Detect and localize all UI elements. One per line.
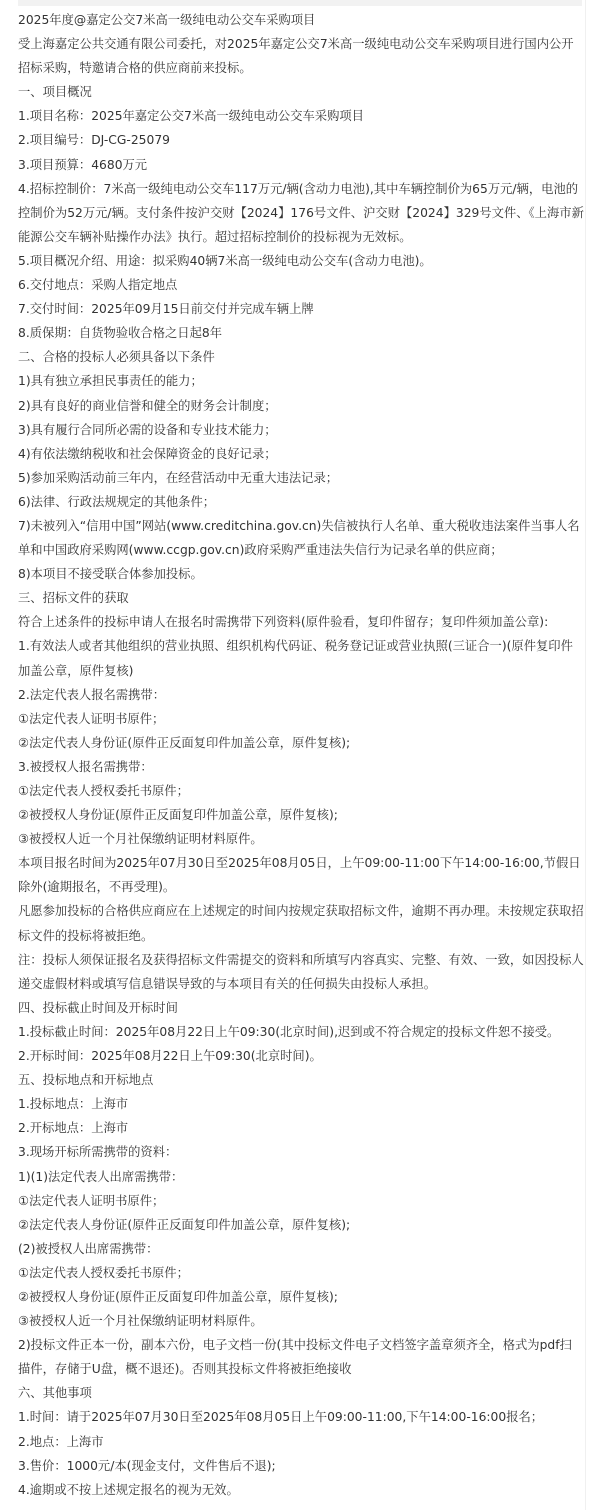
qualification-item: 6)法律、行政法规规定的其他条件； bbox=[18, 494, 216, 509]
other-price: 3.售价：1000元/本(现金支付，文件售后不退); bbox=[18, 1458, 276, 1473]
opening-location: 2.开标地点：上海市 bbox=[18, 1121, 129, 1136]
delivery-place: 6.交付地点：采购人指定地点 bbox=[18, 278, 178, 293]
requirement-item: ②法定代表人身份证(原件正反面复印件加盖公章，原件复核); bbox=[18, 735, 351, 750]
bid-copies: 2)投标文件正本一份，副本六份，电子文档一份(其中投标文件电子文档签字盖章须齐全，格式为pdf扫描件，存储于U盘，概不退还)。否则其投标文件将被拒绝接收 bbox=[18, 1338, 572, 1377]
onsite-item: ③被授权人近一个月社保缴纳证明材料原件。 bbox=[18, 1314, 263, 1329]
project-number: 2.项目编号：DJ-CG-25079 bbox=[18, 133, 170, 148]
qualification-item: 1)具有独立承担民事责任的能力； bbox=[18, 374, 203, 389]
liability-note: 注：投标人须保证报名及获得招标文件需提交的资料和所填写内容真实、完整、有效、一致，如因投标人递交虚假材料或填写信息错误导致的与本项目有关的任何损失由投标人承担。 bbox=[18, 952, 584, 991]
onsite-materials: 3.现场开标所需携带的资料： bbox=[18, 1145, 178, 1160]
section-heading-overview: 一、项目概况 bbox=[18, 85, 92, 100]
section-heading-location: 五、投标地点和开标地点 bbox=[18, 1073, 154, 1088]
bid-deadline: 1.投标截止时间：2025年08月22日上午09:30(北京时间),迟到或不符合规定的投标文件恕不接受。 bbox=[18, 1024, 560, 1039]
onsite-item: (2)被授权人出席需携带： bbox=[18, 1241, 159, 1256]
section-heading-deadline: 四、投标截止时间及开标时间 bbox=[18, 1000, 178, 1015]
requirement-item: ②被授权人身份证(原件正反面复印件加盖公章，原件复核); bbox=[18, 808, 338, 823]
delivery-time: 7.交付时间：2025年09月15日前交付并完成车辆上牌 bbox=[18, 302, 314, 317]
qualification-item: 7)未被列入“信用中国”网站(www.creditchina.gov.cn)失信被执行人名单、重大税收违法案件当事人名单和中国政府采购网(www.ccgp.gov.cn)政府采购严重违法失信行为记录名单的供应商； bbox=[18, 518, 580, 558]
opening-time: 2.开标时间：2025年08月22日上午09:30(北京时间)。 bbox=[18, 1049, 322, 1064]
qualification-item: 4)有依法缴纳税收和社会保障资金的良好记录； bbox=[18, 446, 277, 461]
onsite-item: ②被授权人身份证(原件正反面复印件加盖公章，原件复核); bbox=[18, 1289, 338, 1304]
project-budget: 3.项目预算：4680万元 bbox=[18, 157, 148, 172]
qualification-item: 3)具有履行合同所必需的设备和专业技术能力； bbox=[18, 422, 277, 437]
qualification-item: 5)参加采购活动前三年内，在经营活动中无重大违法记录； bbox=[18, 470, 339, 485]
intro-paragraph: 受上海嘉定公共交通有限公司委托，对2025年嘉定公交7米高一级纯电动公交车采购项目进行国内公开招标采购，特邀请合格的供应商前来投标。 bbox=[18, 37, 574, 76]
requirement-item: 1.有效法人或者其他组织的营业执照、组织机构代码证、税务登记证或营业执照(三证合一)(原件复印件加盖公章，原件复核) bbox=[18, 639, 573, 678]
section-heading-qualifications: 二、合格的投标人必须具备以下条件 bbox=[18, 350, 215, 365]
registration-time: 本项目报名时间为2025年07月30日至2025年08月05日，上午09:00-11:00下午14:00-16:00,节假日除外(逾期报名，不再受理)。 bbox=[18, 856, 581, 895]
other-location: 2.地点：上海市 bbox=[18, 1434, 104, 1449]
project-purpose: 5.项目概况介绍、用途：拟采购40辆7米高一级纯电动公交车(含动力电池)。 bbox=[18, 253, 432, 268]
right-divider bbox=[585, 0, 586, 1510]
section-heading-other: 六、其他事项 bbox=[18, 1386, 92, 1401]
requirement-item: 3.被授权人报名需携带： bbox=[18, 759, 153, 774]
onsite-item: ②法定代表人身份证(原件正反面复印件加盖公章，原件复核); bbox=[18, 1217, 351, 1232]
bid-location: 1.投标地点：上海市 bbox=[18, 1097, 129, 1112]
other-note: 4.逾期或不按上述规定报名的视为无效。 bbox=[18, 1482, 239, 1497]
qualification-item: 8)本项目不接受联合体参加投标。 bbox=[18, 567, 203, 582]
requirement-item: 2.法定代表人报名需携带： bbox=[18, 687, 165, 702]
requirement-item: ①法定代表人证明书原件； bbox=[18, 711, 165, 726]
section-heading-documents: 三、招标文件的获取 bbox=[18, 591, 129, 606]
document-title: 2025年度@嘉定公交7米高一级纯电动公交车采购项目 bbox=[18, 13, 316, 27]
onsite-item: 1)(1)法定代表人出席需携带： bbox=[18, 1169, 184, 1184]
document-body bbox=[18, 0, 584, 1502]
qualification-item: 2)具有良好的商业信誉和健全的财务会计制度； bbox=[18, 398, 277, 413]
requirement-item: ①法定代表人授权委托书原件； bbox=[18, 784, 189, 798]
onsite-item: ①法定代表人证明书原件； bbox=[18, 1193, 165, 1208]
warranty-period: 8.质保期：自货物验收合格之日起8年 bbox=[18, 326, 223, 341]
control-price: 4.招标控制价：7米高一级纯电动公交车117万元/辆(含动力电池),其中车辆控制价为65万元/辆，电池的控制价为52万元/辆。支付条件按沪交财【2024】176号文件、沪交财【2024】329号文件、《上海市新能源公交车辆补贴操作办法》执行。超过招标控制价的投标视为无效标。 bbox=[18, 181, 584, 244]
registration-note: 凡愿参加投标的合格供应商应在上述规定的时间内按规定获取招标文件，逾期不再办理。未按规定获取招标文件的投标将被拒绝。 bbox=[18, 904, 584, 943]
project-name: 1.项目名称：2025年嘉定公交7米高一级纯电动公交车采购项目 bbox=[18, 109, 364, 124]
requirement-item: ③被授权人近一个月社保缴纳证明材料原件。 bbox=[18, 832, 263, 847]
onsite-item: ①法定代表人授权委托书原件； bbox=[18, 1265, 189, 1280]
other-time: 1.时间：请于2025年07月30日至2025年08月05日上午09:00-11:00,下午14:00-16:00报名； bbox=[18, 1410, 544, 1425]
document-requirements: 符合上述条件的投标申请人在报名时需携带下列资料(原件验看，复印件留存；复印件须加盖公章): bbox=[18, 615, 549, 630]
